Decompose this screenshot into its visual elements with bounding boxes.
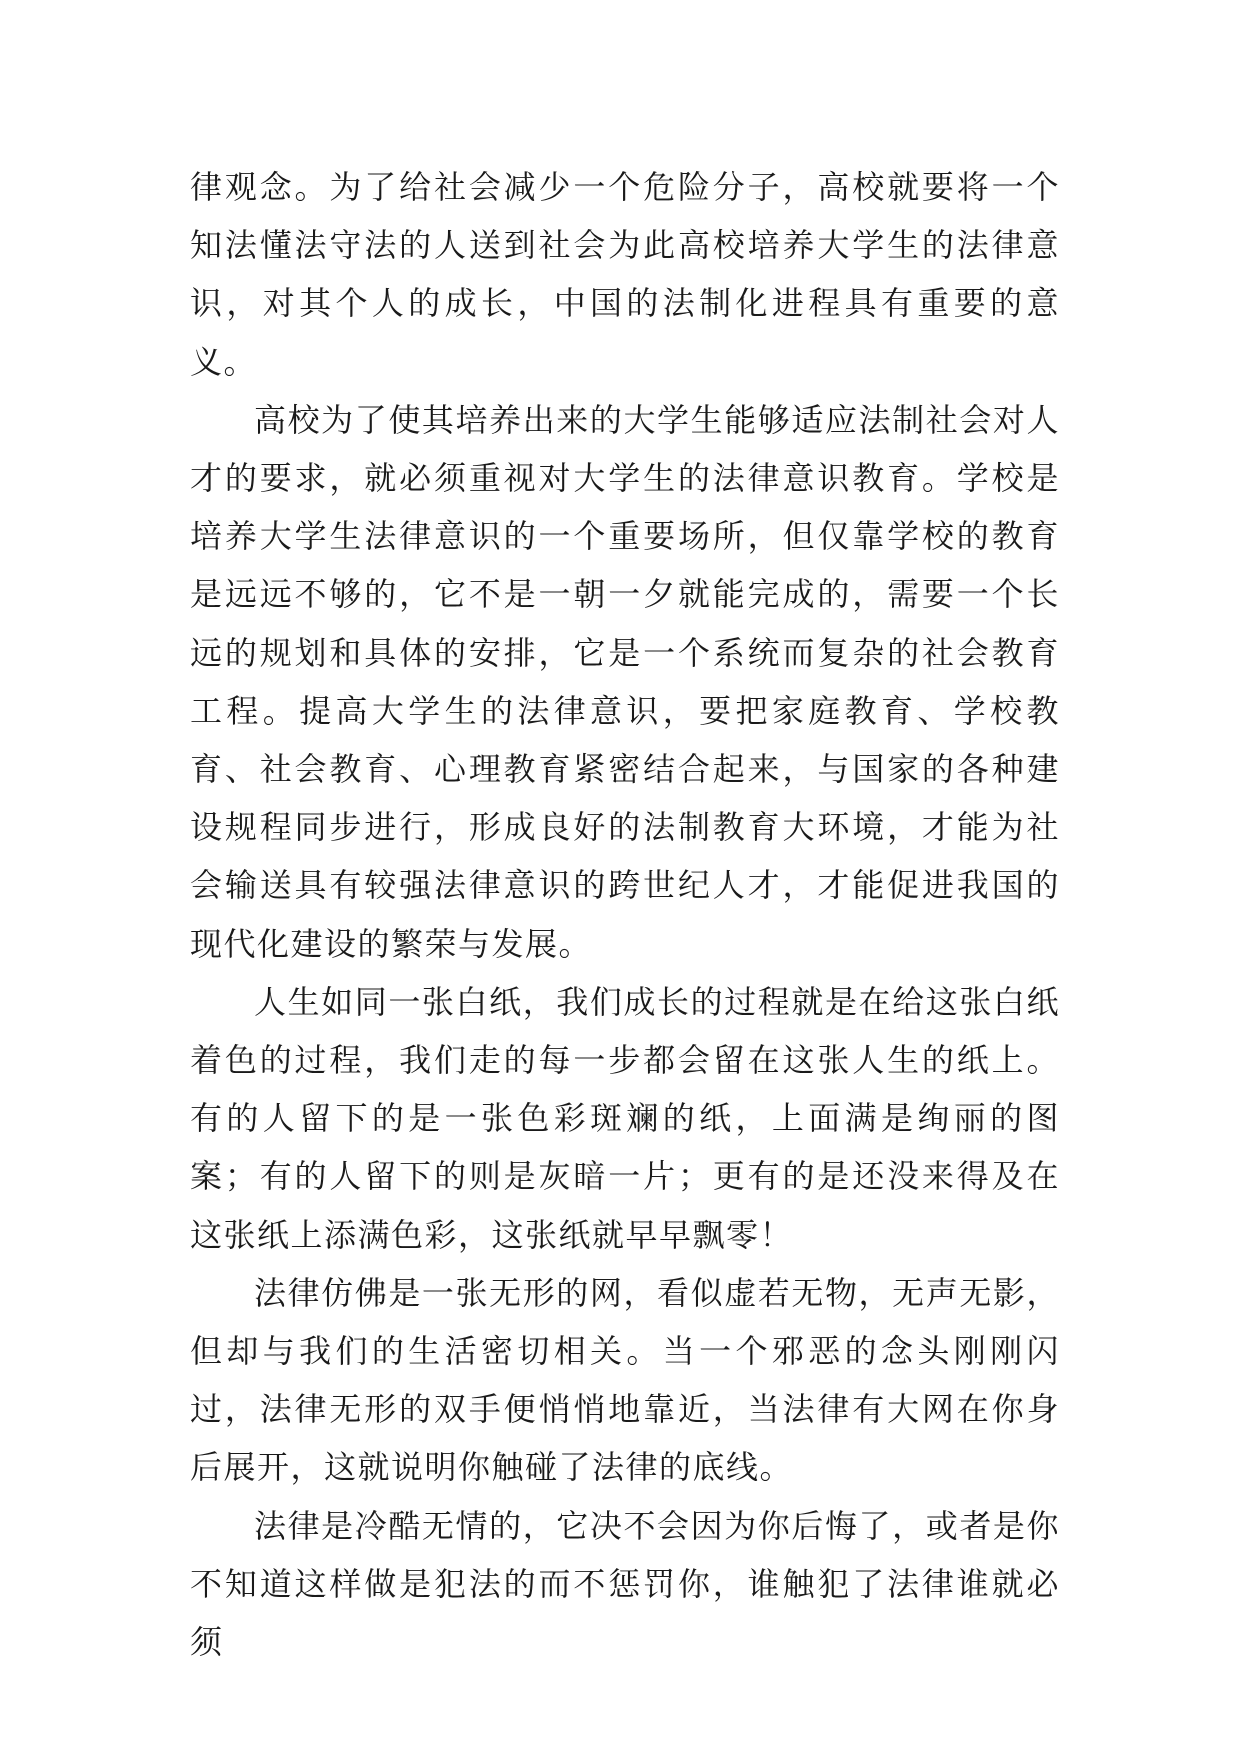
paragraph-3: 人生如同一张白纸，我们成长的过程就是在给这张白纸着色的过程，我们走的每一步都会留在这张人生的纸上。有的人留下的是一张色彩斑斓的纸，上面满是绚丽的图案；有的人留下的则是灰暗一片；更有的是还没来得及在这张纸上添满色彩，这张纸就早早飘零！ xyxy=(190,982,1060,1254)
paragraph-2: 高校为了使其培养出来的大学生能够适应法制社会对人才的要求，就必须重视对大学生的法律意识教育。学校是培养大学生法律意识的一个重要场所，但仅靠学校的教育是远远不够的，它不是一朝一夕就能完成的，需要一个长远的规划和具体的安排，它是一个系统而复杂的社会教育工程。提高大学生的法律意识，要把家庭教育、学校教育、社会教育、心理教育紧密结合起来，与国家的各种建设规程同步进行，形成良好的法制教育大环境，才能为社会输送具有较强法律意识的跨世纪人才，才能促进我国的现代化建设的繁荣与发展。 xyxy=(190,400,1060,963)
body-text xyxy=(190,158,1060,1671)
paragraph-5: 法律是冷酷无情的，它决不会因为你后悔了，或者是你不知道这样做是犯法的而不惩罚你，谁触犯了法律谁就必须 xyxy=(190,1506,1060,1662)
paragraph-1: 律观念。为了给社会减少一个危险分子，高校就要将一个知法懂法守法的人送到社会为此高校培养大学生的法律意识，对其个人的成长，中国的法制化进程具有重要的意义。 xyxy=(190,168,1060,381)
paragraph-4: 法律仿佛是一张无形的网，看似虚若无物，无声无影，但却与我们的生活密切相关。当一个邪恶的念头刚刚闪过，法律无形的双手便悄悄地靠近，当法律有大网在你身后展开，这就说明你触碰了法律的底线。 xyxy=(190,1273,1060,1487)
